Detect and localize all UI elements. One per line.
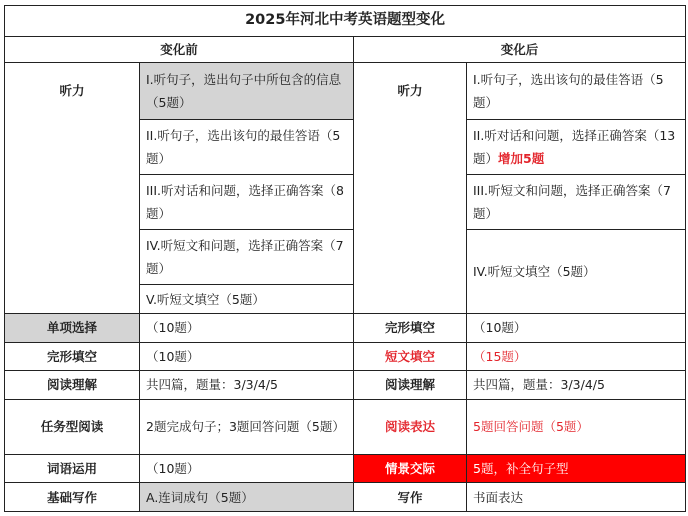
- listening-label-before: 听力: [5, 63, 140, 314]
- header-after: 变化后: [354, 36, 686, 63]
- row-1-after-value: （10题）: [467, 314, 686, 343]
- row-3-before-value: 共四篇，题量：3/3/4/5: [140, 371, 354, 400]
- row-1-after-label: 完形填空: [354, 314, 467, 343]
- listening-before-item-4: IV.听短文和问题，选择正确答案（7题）: [140, 230, 354, 285]
- row-6-after-label: 写作: [354, 483, 467, 512]
- row-2-after-label: 短文填空: [354, 342, 467, 371]
- exam-comparison-table: [4, 5, 686, 512]
- listening-before-item-2: II.听句子，选出该句的最佳答语（5题）: [140, 120, 354, 175]
- listening-after-item-3: III.听短文和问题，选择正确答案（7题）: [467, 175, 686, 230]
- row-2-before-label: 完形填空: [5, 342, 140, 371]
- row-5-before-value: （10题）: [140, 454, 354, 483]
- row-4-before-value: 2题完成句子；3题回答问题（5题）: [140, 399, 354, 454]
- listening-before-item-3: III.听对话和问题，选择正确答案（8题）: [140, 175, 354, 230]
- listening-before-item-5: V.听短文填空（5题）: [140, 285, 354, 314]
- row-5-after-label: 情景交际: [354, 454, 467, 483]
- row-6-after-value: 书面表达: [467, 483, 686, 512]
- listening-after-item-1: I.听句子，选出该句的最佳答语（5题）: [467, 63, 686, 120]
- header-before: 变化前: [5, 36, 354, 63]
- row-3-after-label: 阅读理解: [354, 371, 467, 400]
- row-5-after-value: 5题，补全句子型: [467, 454, 686, 483]
- row-3-after-value: 共四篇，题量：3/3/4/5: [467, 371, 686, 400]
- row-1-before-value: （10题）: [140, 314, 354, 343]
- row-5-before-label: 词语运用: [5, 454, 140, 483]
- row-4-before-label: 任务型阅读: [5, 399, 140, 454]
- table-title: 2025年河北中考英语题型变化: [5, 6, 686, 37]
- row-6-before-value: A.连词成句（5题）: [140, 483, 354, 512]
- listening-after-item-2-text: II.听对话和问题，选择正确答案（13题）: [473, 128, 676, 167]
- listening-after-item-2: [467, 120, 686, 175]
- row-2-before-value: （10题）: [140, 342, 354, 371]
- listening-label-after: 听力: [354, 63, 467, 314]
- increase-note: 增加5题: [498, 151, 545, 167]
- row-4-after-label: 阅读表达: [354, 399, 467, 454]
- listening-before-item-1: I.听句子，选出句子中所包含的信息（5题）: [140, 63, 354, 120]
- row-2-after-value: （15题）: [467, 342, 686, 371]
- row-1-before-label: 单项选择: [5, 314, 140, 343]
- row-3-before-label: 阅读理解: [5, 371, 140, 400]
- row-4-after-value: 5题回答问题（5题）: [467, 399, 686, 454]
- listening-after-item-4: IV.听短文填空（5题）: [467, 230, 686, 314]
- row-6-before-label: 基础写作: [5, 483, 140, 512]
